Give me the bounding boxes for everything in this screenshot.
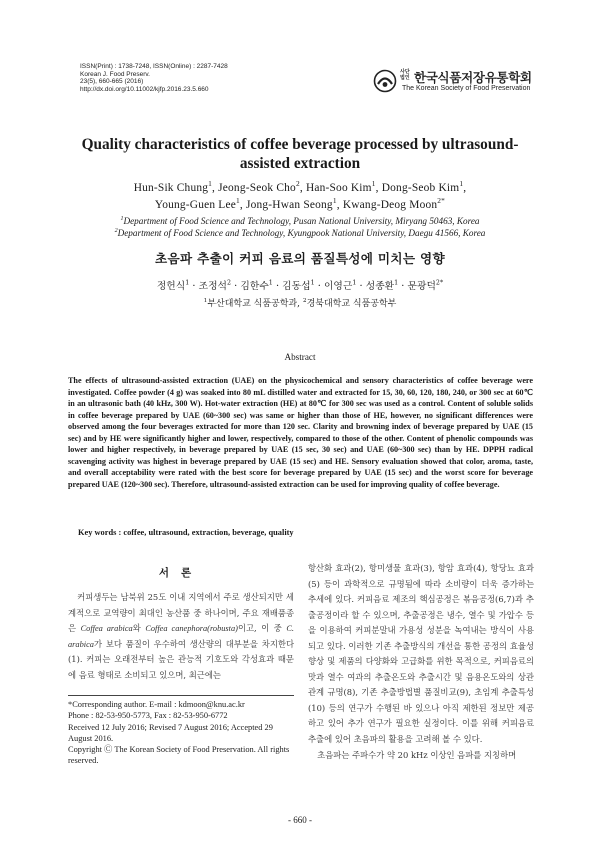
issn-line: ISSN(Print) : 1738-7248, ISSN(Online) : 2287-7428	[80, 63, 228, 70]
author-line-2: Young-Guen Lee$^1$, Jong-Hwan Seong$^1$, Kwang-Deog Moon$^{2*}$	[154, 196, 446, 211]
page-number: - 660 -	[288, 815, 312, 825]
society-logo	[372, 66, 552, 96]
intro-left-column	[68, 590, 294, 683]
affiliations	[60, 215, 540, 239]
copyright-notice: Copyright Ⓒ The Korean Society of Food Preservation. All rights reserved.	[68, 745, 290, 766]
logo-corporate-label: 사단 법인	[400, 69, 410, 81]
journal-meta	[80, 63, 228, 93]
corresponding-author: *Corresponding author. E-mail : kdmoon@knu.ac.kr	[68, 700, 245, 709]
intro-right-column	[308, 561, 534, 763]
footnote-block	[68, 699, 294, 767]
abstract-heading: Abstract	[284, 352, 316, 362]
volume-pages: 23(5), 660-665 (2016)	[80, 78, 144, 86]
affiliation-1: $^1$Department of Food Science and Technology, Pusan National University, Miryang 50463, Korea	[120, 215, 480, 226]
section-title-introduction: 서론	[158, 567, 204, 579]
korean-affiliations: $^1$부산대학교 식품공학과, $^2$경북대학교 식품공학부	[203, 298, 397, 309]
keywords: Key words : coffee, ultrasound, extraction, beverage, quality	[78, 528, 294, 537]
doi-link[interactable]: http://dx.doi.org/10.11002/kjfp.2016.23.5.660	[80, 85, 209, 93]
abstract-body: The effects of ultrasound-assisted extraction (UAE) on the physicochemical and sensory characteristics of coffee beverage were investigated. Coffee powder (4 g) was soaked into 80 mL distilled water and extracted for 15, 30, 60, 120, 180, 240, or 300 sec at 60℃ in an ultrasonic bath (40 kHz, 300 W). Hot-water extraction (HE) at 80℃ for 300 sec was used as a control. Content of soluble solids in coffee beverage prepared by UAE (60~300 sec) was same or higher than those of HE, however, no significant differences were observed among the four beverages extracted for more than 120 sec. Clarity and browning index of beverage prepared by UAE (15 sec) and by HE were significantly higher and lower, respectively, compared to those of the other. Content of phenolic compounds was lower and higher respectively, in beverage prepared by UAE (15 sec, 30 sec) and UAE (60~300 sec) than by HE. DPPH radical scavenging activity was highest in beverage prepared by UAE (15 sec) and HE. Sensory evaluation showed that color, aroma, taste, and overall acceptability were rated with the best score for beverage prepared by UAE (15 sec) and the worst score for beverage prepared UAE (120~300 sec). Therefore, ultrasound-assisted extraction can be used for improving quality of coffee beverage.	[68, 376, 533, 489]
received-dates: Received 12 July 2016; Revised 7 August 2016; Accepted 29 August 2016.	[68, 722, 273, 743]
author-line-1: Hun-Sik Chung$^1$, Jeong-Seok Cho$^2$, Han-Soo Kim$^1$, Dong-Seob Kim$^1$,	[133, 179, 467, 194]
society-emblem-icon	[372, 69, 398, 93]
korean-author-list: 정헌식$^1$ · 조정석$^2$ · 김한수$^1$ · 김동섭$^1$ · 이영근$^1$ · 성종환$^1$ · 문광덕$^{2*}$	[156, 278, 444, 292]
affiliation-2: $^2$Department of Food Science and Technology, Kyungpook National University, Daegu 41566, Korea	[114, 227, 486, 238]
footnote-divider	[68, 695, 294, 696]
paper-title: Quality characteristics of coffee beverage processed by ultrasound-assisted extraction	[81, 136, 519, 172]
logo-korean-name: 한국식품저장유통학회	[414, 70, 532, 85]
contact-phone-fax: Phone : 82-53-950-5773, Fax : 82-53-950-6772	[68, 711, 228, 721]
korean-title: 초음파 추출이 커피 음료의 품질특성에 미치는 영향	[155, 251, 445, 266]
journal-name: Korean J. Food Preserv.	[80, 70, 150, 78]
author-list	[60, 180, 540, 214]
intro-paragraph-1: 커피생두는 남북위 25도 이내 지역에서 주로 생산되지만 세계적으로 교역량이 최대인 농산품 중 하나이며, 주요 재배품종은 Coffea arabica와 Coffea canephora(robusta)이고, 이 중 C. arabica가 보다 품질이 우수하여 생산량의 대부분을 차지한다(1). 커피는 오래전부터 높은 관능적 기호도와 각성효과 때문에 음료 형태로 소비되고 있으며, 최근에는	[68, 592, 295, 680]
intro-paragraph-2: 항산화 효과(2), 항미생물 효과(3), 항암 효과(4), 항당뇨 효과(5) 등이 과학적으로 규명됨에 따라 소비량이 더욱 증가하는 추세에 있다. 커피음료 제조의 핵심공정은 볶음공정(6,7)과 추출공정이라 할 수 있으며, 추출공정은 냉수, 열수 및 가압수 등을 이용하여 커피분말내 가용성 성분을 녹여내는 방식이 사용되고 있다. 이러한 기존 추출방식의 개선을 통한 공정의 효율성 향상 및 제품의 다양화와 고급화를 위한 목적으로, 커피음료의 맛과 열수 여과의 추출온도와 추출시간 및 음용온도와의 상관관계 규명(8), 기존 추출방법별 품질비교(9), 초임계 추출특성(10) 등의 연구가 수행된 바 있으나 아직 제한된 정보만 제공하고 있어 추가 연구가 필요한 실정이다. 이를 위해 커피음료 추출에 있어 초음파의 활용을 고려해 볼 수 있다.	[308, 563, 534, 745]
logo-english-name: The Korean Society of Food Preservation	[402, 85, 531, 92]
intro-paragraph-3: 초음파는 주파수가 약 20 kHz 이상인 음파를 지칭하며	[317, 749, 517, 760]
